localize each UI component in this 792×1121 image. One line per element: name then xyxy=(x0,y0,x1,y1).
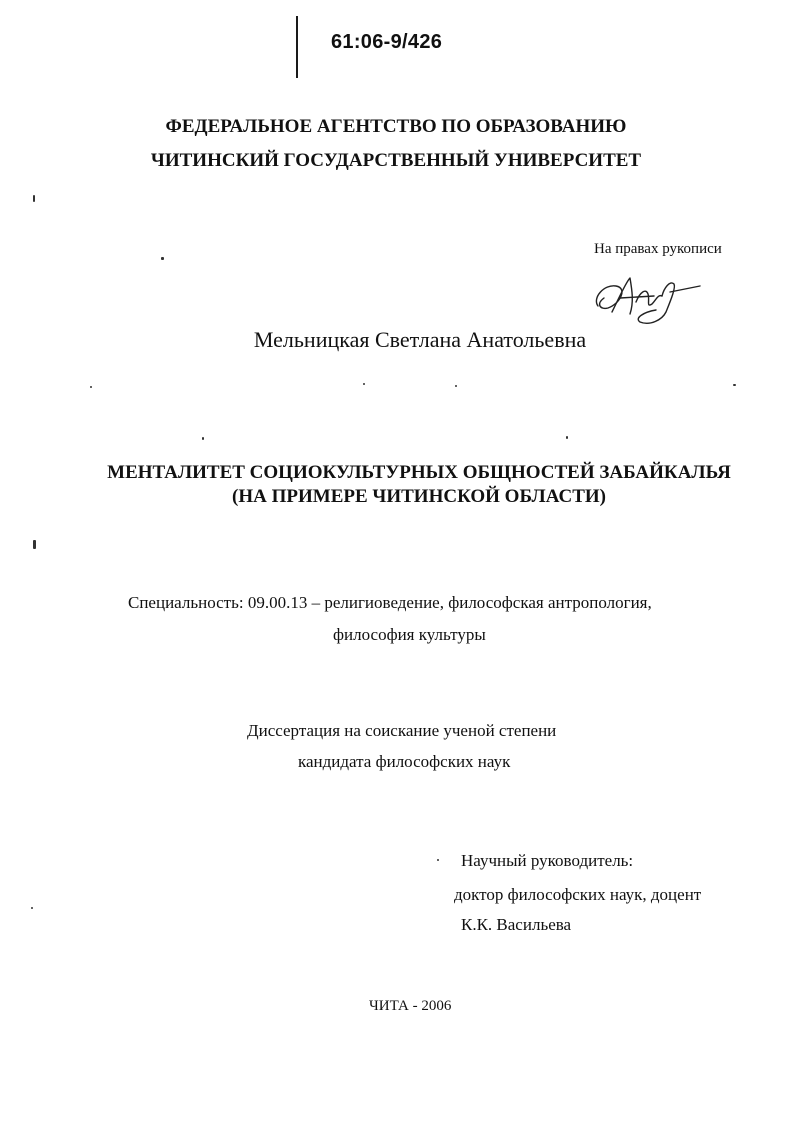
scan-speck xyxy=(566,436,568,439)
scan-speck xyxy=(33,540,36,549)
specialty-line-1: Специальность: 09.00.13 – религиоведение, философская антропология, xyxy=(128,593,652,612)
scan-speck xyxy=(31,907,33,909)
archive-stamp-code: 61:06-9/426 xyxy=(331,31,443,53)
title-line-1: МЕНТАЛИТЕТ СОЦИОКУЛЬТУРНЫХ ОБЩНОСТЕЙ ЗАБАЙКАЛЬЯ xyxy=(107,462,731,483)
degree-line-2: кандидата философских наук xyxy=(298,752,511,771)
city-year: ЧИТА - 2006 xyxy=(369,998,452,1014)
agency-name: ФЕДЕРАЛЬНОЕ АГЕНТСТВО ПО ОБРАЗОВАНИЮ xyxy=(165,116,627,137)
degree-line-1: Диссертация на соискание ученой степени xyxy=(247,721,557,740)
handwritten-signature xyxy=(590,268,710,330)
dissertation-title xyxy=(0,461,792,509)
specialty-line-2: философия культуры xyxy=(333,625,486,644)
scan-speck xyxy=(90,386,92,388)
scan-speck xyxy=(437,859,439,861)
scan-speck xyxy=(161,257,164,260)
header-block xyxy=(0,110,792,178)
manuscript-note: На правах рукописи xyxy=(594,241,722,257)
scan-speck xyxy=(33,195,35,202)
scan-speck xyxy=(363,383,365,385)
scan-speck xyxy=(202,437,204,440)
title-line-2: (НА ПРИМЕРЕ ЧИТИНСКОЙ ОБЛАСТИ) xyxy=(232,486,606,507)
author-name: Мельницкая Светлана Анатольевна xyxy=(253,327,587,352)
university-name: ЧИТИНСКИЙ ГОСУДАРСТВЕННЫЙ УНИВЕРСИТЕТ xyxy=(150,150,642,171)
stamp-border-line xyxy=(296,16,298,78)
scan-speck xyxy=(455,385,457,387)
supervisor-degree: доктор философских наук, доцент xyxy=(454,885,702,904)
scan-speck xyxy=(733,384,736,386)
supervisor-name: К.К. Васильева xyxy=(461,915,572,934)
supervisor-label: Научный руководитель: xyxy=(461,851,634,870)
